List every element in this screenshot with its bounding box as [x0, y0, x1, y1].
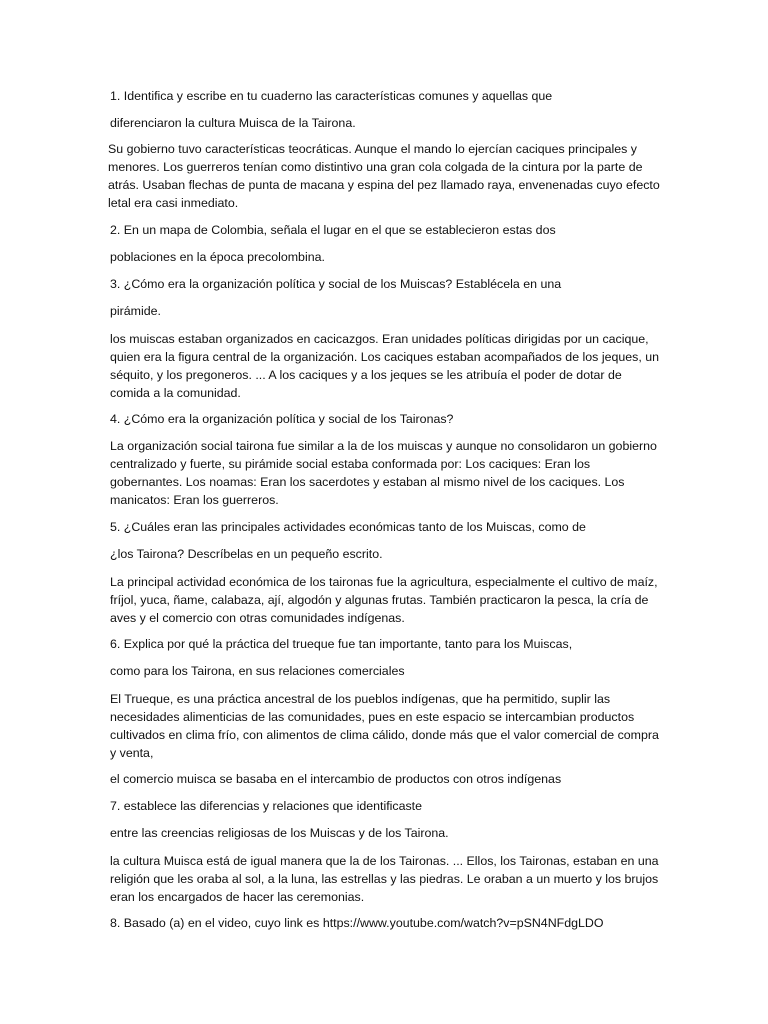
question-7-line-2: entre las creencias religiosas de los Muiscas y de los Tairona.	[110, 826, 449, 840]
question-7-line-1: 7. establece las diferencias y relaciones que identificaste	[110, 799, 423, 813]
question-4: 4. ¿Cómo era la organización política y social de los Taironas?	[110, 412, 454, 426]
question-5-line-2: ¿los Tairona? Descríbelas en un pequeño escrito.	[110, 547, 383, 561]
question-1-line-1: 1. Identifica y escribe en tu cuaderno las características comunes y aquellas que	[110, 89, 553, 103]
question-2-line-1: 2. En un mapa de Colombia, señala el lugar en el que se establecieron estas dos	[110, 223, 556, 237]
question-6-line-2: como para los Tairona, en sus relaciones comerciales	[110, 664, 405, 678]
answer-4: La organización social tairona fue similar a la de los muiscas y aunque no consolidaron un gobierno centralizado y fuerte, su pirámide social estaba conformada por: Los caciques: Eran los gobernantes. Los noamas: Eran los sacerdotes y estaban al mismo nivel de los caciques. Los manicatos: Eran los guerreros.	[110, 439, 657, 507]
question-6-line-1: 6. Explica por qué la práctica del trueque fue tan importante, tanto para los Muiscas,	[110, 637, 573, 651]
question-5-line-1: 5. ¿Cuáles eran las principales actividades económicas tanto de los Muiscas, como de	[110, 520, 586, 534]
answer-1: Su gobierno tuvo características teocráticas. Aunque el mando lo ejercían caciques principales y menores. Los guerreros tenían como distintivo una gran cola colgada de la cintura por la parte de atrás. Usaban flechas de punta de macana y espina del pez llamado raya, envenenadas cuyo efecto letal era casi inmediato.	[108, 142, 660, 210]
answer-3: los muiscas estaban organizados en cacicazgos. Eran unidades políticas dirigidas por un cacique, quien era la figura central de la organización. Los caciques estaban acompañados de los jeques, un séquito, y los pregoneros. ... A los caciques y a los jeques se les atribuía el poder de dotar de comida a la comunidad.	[110, 332, 659, 400]
question-1-line-2: diferenciaron la cultura Muisca de la Tairona.	[110, 116, 356, 130]
question-8: 8. Basado (a) en el video, cuyo link es https://www.youtube.com/watch?v=pSN4NFdgLDO	[110, 916, 604, 930]
answer-6-continued: el comercio muisca se basaba en el intercambio de productos con otros indígenas	[110, 772, 562, 786]
question-2-line-2: poblaciones en la época precolombina.	[110, 250, 325, 264]
answer-7: la cultura Muisca está de igual manera que la de los Taironas. ... Ellos, los Taironas, estaban en una religión que les oraba al sol, a la luna, las estrellas y las piedras. Le oraban a un muerto y los brujos eran los encargados de hacer las ceremonias.	[110, 854, 659, 904]
question-3-line-1: 3. ¿Cómo era la organización política y social de los Muiscas? Establécela en una	[110, 277, 562, 291]
question-3-line-2: pirámide.	[110, 304, 161, 318]
answer-6: El Trueque, es una práctica ancestral de los pueblos indígenas, que ha permitido, suplir las necesidades alimenticias de las comunidades, pues en este espacio se intercambian productos cultivados en clima frío, con alimentos de clima cálido, donde más que el valor comercial de compra y venta,	[110, 692, 659, 760]
answer-5: La principal actividad económica de los taironas fue la agricultura, especialmente el cultivo de maíz, fríjol, yuca, ñame, calabaza, ají, algodón y algunas frutas. También practicaron la pesca, la cría de aves y el comercio con otras comunidades indígenas.	[110, 575, 658, 625]
